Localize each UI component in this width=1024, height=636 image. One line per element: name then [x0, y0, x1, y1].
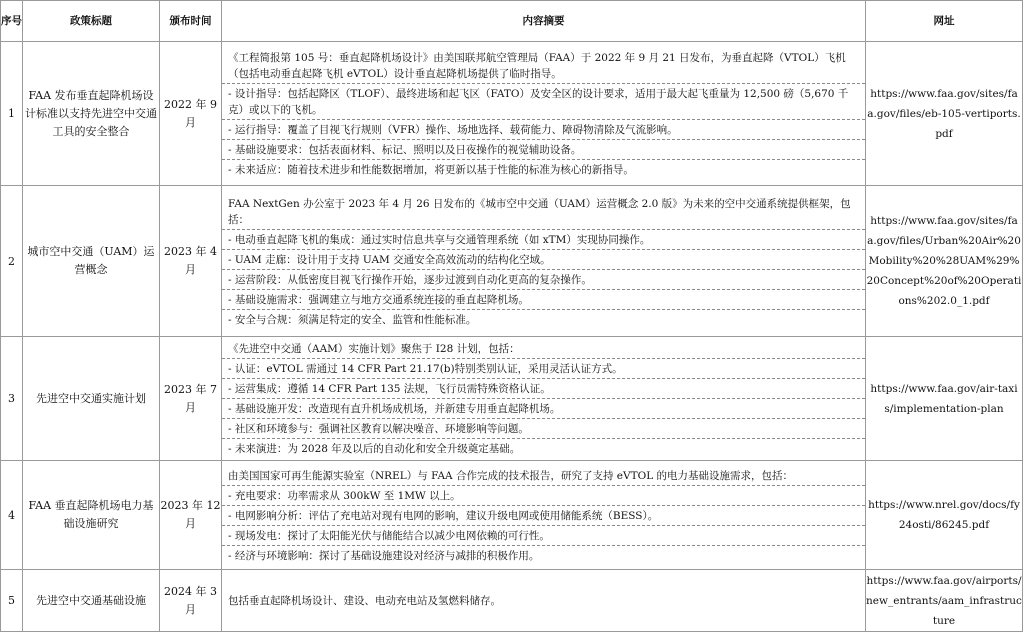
row-title: FAA 垂直起降机场电力基础设施研究	[23, 461, 160, 570]
content-line: 《工程简报第 105 号：垂直起降机场设计》由美国联邦航空管理局（FAA）于 2022 年 9 月 21 日发布，为垂直起降（VTOL）飞机（包括电动垂直起降飞机 eVTOL）设计垂直起降机场提供了临时指导。	[222, 48, 865, 84]
row-url-link[interactable]: https://www.faa.gov/airports/new_entrants/aam_infrastructure	[866, 570, 1023, 632]
row-seq: 3	[1, 337, 23, 461]
table-row	[1, 186, 1023, 337]
header-url: 网址	[866, 1, 1023, 42]
content-line: - 认证：eVTOL 需通过 14 CFR Part 21.17(b)特别类别认证，采用灵活认证方式。	[222, 359, 865, 379]
row-date: 2023 年 4 月	[160, 186, 222, 337]
row-title: 先进空中交通基础设施	[23, 570, 160, 632]
row-seq: 1	[1, 42, 23, 186]
row-url-link[interactable]: https://www.nrel.gov/docs/fy24osti/86245.pdf	[866, 461, 1023, 570]
row-url-link[interactable]: https://www.faa.gov/sites/faa.gov/files/eb-105-vertiports.pdf	[866, 42, 1023, 186]
content-line: - 设计指导：包括起降区（TLOF）、最终进场和起飞区（FATO）及安全区的设计要求，适用于最大起飞重量为 12,500 磅（5,670 千克）或以下的飞机。	[222, 84, 865, 120]
row-content	[222, 461, 866, 570]
content-line: - 运行指导：覆盖了目视飞行规则（VFR）操作、场地选择、载荷能力、障碍物清除及气流影响。	[222, 120, 865, 140]
row-seq: 5	[1, 570, 23, 632]
content-line: - 未来演进：为 2028 年及以后的自动化和安全升级奠定基础。	[228, 443, 521, 455]
row-content	[222, 570, 866, 632]
row-content	[222, 42, 866, 186]
content-line: - 现场发电：探讨了太阳能光伏与储能结合以减少电网依赖的可行性。	[222, 526, 865, 546]
row-seq: 2	[1, 186, 23, 337]
content-line: - 基础设施需求：强调建立与地方交通系统连接的垂直起降机场。	[222, 290, 865, 310]
content-line: FAA NextGen 办公室于 2023 年 4 月 26 日发布的《城市空中交通（UAM）运营概念 2.0 版》为未来的空中交通系统提供框架，包括：	[222, 194, 865, 230]
table-row	[1, 42, 1023, 186]
content-line: 包括垂直起降机场设计、建设、电动充电站及氢燃料储存。	[228, 595, 501, 607]
content-line: - 运营阶段：从低密度目视飞行操作开始，逐步过渡到自动化更高的复杂操作。	[222, 270, 865, 290]
table-row	[1, 337, 1023, 461]
row-title: 先进空中交通实施计划	[23, 337, 160, 461]
content-line: - 经济与环境影响：探讨了基础设施建设对经济与减排的积极作用。	[228, 549, 540, 562]
table-row	[1, 461, 1023, 570]
table-row	[1, 570, 1023, 632]
content-line: 由美国国家可再生能源实验室（NREL）与 FAA 合作完成的技术报告，研究了支持 eVTOL 的电力基础设施需求，包括：	[222, 466, 865, 486]
header-content: 内容摘要	[222, 1, 866, 42]
content-line: - 电动垂直起降飞机的集成：通过实时信息共享与交通管理系统（如 xTM）实现协同操作。	[222, 230, 865, 250]
content-line: - 基础设施要求：包括表面材料、标记、照明以及日夜操作的视觉辅助设备。	[222, 140, 865, 160]
content-line: - 电网影响分析：评估了充电站对现有电网的影响，建议升级电网或使用储能系统（BESS）。	[222, 506, 865, 526]
content-line: - 未来适应：随着技术进步和性能数据增加，将更新以基于性能的标准为核心的新指导。	[228, 164, 634, 176]
header-title: 政策标题	[23, 1, 160, 42]
row-title: 城市空中交通（UAM）运营概念	[23, 186, 160, 337]
row-url-link[interactable]: https://www.faa.gov/air-taxis/implementation-plan	[866, 337, 1023, 461]
content-line: - 社区和环境参与：强调社区教育以解决噪音、环境影响等问题。	[222, 419, 865, 439]
content-line: - 充电要求：功率需求从 300kW 至 1MW 以上。	[222, 486, 865, 506]
row-date: 2023 年 7 月	[160, 337, 222, 461]
row-date: 2023 年 12 月	[160, 461, 222, 570]
row-seq: 4	[1, 461, 23, 570]
row-date: 2022 年 9 月	[160, 42, 222, 186]
row-content	[222, 186, 866, 337]
header-date: 颁布时间	[160, 1, 222, 42]
content-line: 《先进空中交通（AAM）实施计划》聚焦于 I28 计划，包括：	[222, 339, 865, 359]
row-content	[222, 337, 866, 461]
row-date: 2024 年 3 月	[160, 570, 222, 632]
table-header-row	[1, 1, 1023, 42]
header-seq: 序号	[1, 1, 23, 42]
content-line: - 运营集成：遵循 14 CFR Part 135 法规，飞行员需特殊资格认证。	[222, 379, 865, 399]
row-title: FAA 发布垂直起降机场设计标准以支持先进空中交通工具的安全整合	[23, 42, 160, 186]
row-url-link[interactable]: https://www.faa.gov/sites/faa.gov/files/Urban%20Air%20Mobility%20%28UAM%29%20Concept%20of%20Operations%202.0_1.pdf	[866, 186, 1023, 337]
content-line: - UAM 走廊：设计用于支持 UAM 交通安全高效流动的结构化空域。	[222, 250, 865, 270]
content-line: - 安全与合规：须满足特定的安全、监管和性能标准。	[228, 313, 477, 326]
content-line: - 基础设施开发：改造现有直升机场成机场，并新建专用垂直起降机场。	[222, 399, 865, 419]
